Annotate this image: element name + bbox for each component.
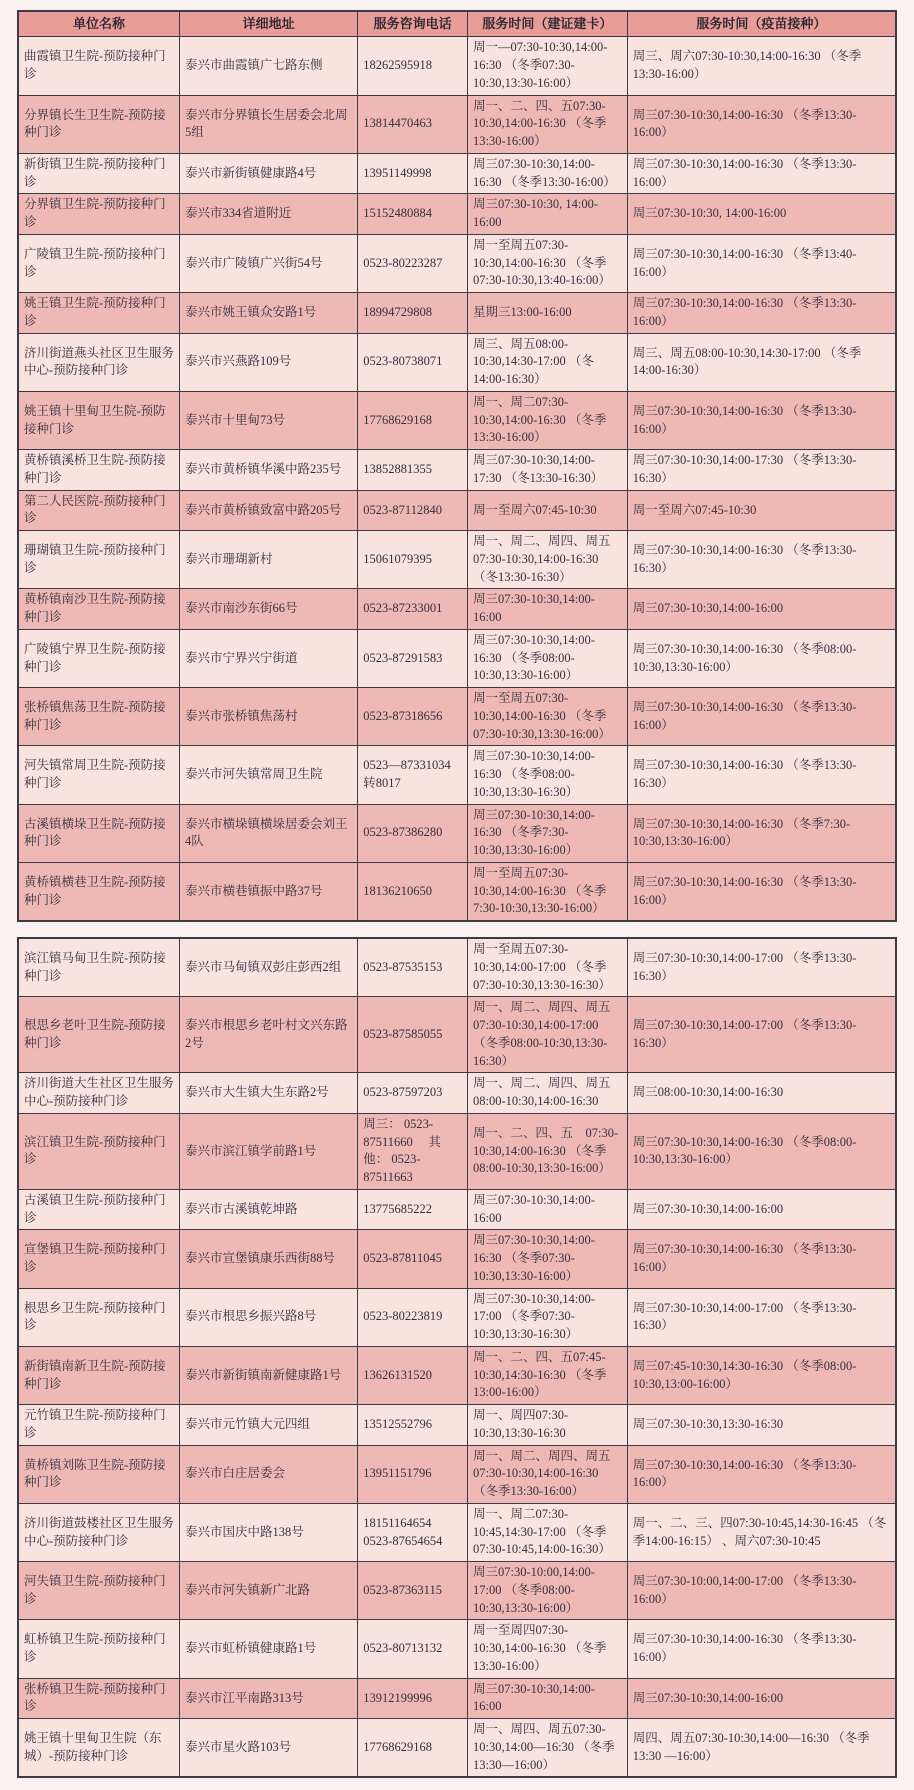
cell-unit-name: 张桥镇焦荡卫生院-预防接种门诊 [18,688,180,746]
cell-phone: 13512552796 [358,1405,468,1446]
table-row [18,1445,896,1503]
cell-address: 泰兴市国庆中路138号 [180,1503,358,1561]
cell-card-hours: 周三07:30-10:30,14:00-16:30 （冬季08:00-10:30,13:30-16:30） [468,746,628,804]
cell-card-hours: 周三07:30-10:30,14:00-16:30 （冬季07:30-10:30,13:30-16:00） [468,1230,628,1288]
table-row [18,1189,896,1230]
cell-card-hours: 周一、周二07:30-10:30,14:00-16:30 （冬季13:30-16:00） [468,391,628,449]
cell-phone: 0523-80223819 [358,1288,468,1346]
cell-unit-name: 滨江镇马甸卫生院-预防接种门诊 [18,938,180,997]
cell-address: 泰兴市滨江镇学前路1号 [180,1113,358,1189]
cell-phone: 0523-87811045 [358,1230,468,1288]
cell-unit-name: 宣堡镇卫生院-预防接种门诊 [18,1230,180,1288]
cell-phone: 13775685222 [358,1189,468,1230]
cell-vaccine-hours: 周三07:30-10:30,14:00-16:00 [627,589,896,630]
table-row [18,490,896,531]
cell-address: 泰兴市黄桥镇致富中路205号 [180,490,358,531]
cell-card-hours: 周三07:30-10:30,14:00-16:30 （冬季08:00-10:30,13:30-16:00） [468,629,628,687]
cell-vaccine-hours: 周三07:30-10:30,14:00-16:30 （冬季08:00-10:30,13:30-16:00） [627,629,896,687]
cell-vaccine-hours: 周三07:30-10:00,14:00-17:00 （冬季13:30-16:00） [627,1562,896,1620]
cell-vaccine-hours: 周三07:30-10:30,14:00-16:30 （冬季13:30-16:00） [627,1445,896,1503]
cell-card-hours: 周三07:30-10:30,14:00-16:30 （冬季13:30-16:00） [468,153,628,194]
cell-card-hours: 周一、周二07:30-10:45,14:30-17:00 （冬季07:30-10:45,14:00-16:30） [468,1503,628,1561]
cell-phone: 13626131520 [358,1346,468,1404]
cell-card-hours: 周三07:30-10:00,14:00-17:00 （冬季08:00-10:30,13:30-16:00） [468,1562,628,1620]
cell-phone: 0523-87291583 [358,629,468,687]
cell-unit-name: 济川街道燕头社区卫生服务中心-预防接种门诊 [18,333,180,391]
cell-vaccine-hours: 周三07:30-10:30,14:00-16:00 [627,1678,896,1719]
table-row [18,938,896,997]
cell-unit-name: 分界镇卫生院-预防接种门诊 [18,194,180,235]
cell-address: 泰兴市黄桥镇华溪中路235号 [180,450,358,491]
clinic-table-part-2-container [17,937,897,1778]
cell-vaccine-hours: 周三07:30-10:30,14:00-16:00 [627,1189,896,1230]
cell-address: 泰兴市十里甸73号 [180,391,358,449]
cell-vaccine-hours: 周三07:30-10:30, 14:00-16:00 [627,194,896,235]
cell-unit-name: 新街镇南新卫生院-预防接种门诊 [18,1346,180,1404]
cell-address: 泰兴市张桥镇焦荡村 [180,688,358,746]
cell-phone: 0523-87233001 [358,589,468,630]
table-row [18,1346,896,1404]
table-row [18,391,896,449]
cell-address: 泰兴市河失镇常周卫生院 [180,746,358,804]
column-header-1: 详细地址 [180,11,358,37]
table-row [18,1719,896,1778]
cell-address: 泰兴市曲霞镇广七路东侧 [180,37,358,95]
cell-card-hours: 周一至周五07:30-10:30,14:00-16:30 （冬季07:30-10:30,13:40-16:00） [468,234,628,292]
cell-card-hours: 周一至周五07:30-10:30,14:00-16:30 （冬季07:30-10:30,13:30-16:00） [468,688,628,746]
cell-address: 泰兴市河失镇新广北路 [180,1562,358,1620]
cell-vaccine-hours: 周三07:30-10:30,14:00-17:00 （冬季13:30-16:30） [627,1288,896,1346]
cell-address: 泰兴市古溪镇乾坤路 [180,1189,358,1230]
cell-card-hours: 周一、周二、周四、周五07:30-10:30,14:00-16:30 （冬13:30-16:30） [468,531,628,589]
cell-address: 泰兴市新街镇南新健康路1号 [180,1346,358,1404]
cell-card-hours: 周一、二、四、五07:30-10:30,14:00-16:30 （冬季13:30-16:00） [468,95,628,153]
cell-unit-name: 广陵镇卫生院-预防接种门诊 [18,234,180,292]
column-header-4: 服务时间（疫苗接种） [627,11,896,37]
cell-phone: 0523-87585055 [358,997,468,1073]
cell-vaccine-hours: 周一、二、三、四07:30-10:45,14:30-16:45 （冬季14:00-16:15） 、周六07:30-10:45 [627,1503,896,1561]
cell-unit-name: 滨江镇卫生院-预防接种门诊 [18,1113,180,1189]
table-row [18,1503,896,1561]
cell-address: 泰兴市星火路103号 [180,1719,358,1778]
table-row [18,1678,896,1719]
cell-phone: 15061079395 [358,531,468,589]
cell-address: 泰兴市马甸镇双彭庄彭西2组 [180,938,358,997]
table-row [18,746,896,804]
cell-address: 泰兴市珊瑚新村 [180,531,358,589]
cell-phone: 18151164654 0523-87654654 [358,1503,468,1561]
cell-unit-name: 曲霞镇卫生院-预防接种门诊 [18,37,180,95]
column-header-2: 服务咨询电话 [358,11,468,37]
cell-card-hours: 周一、周四07:30-10:30,13:30-16:30 [468,1405,628,1446]
table-row [18,194,896,235]
cell-vaccine-hours: 周一至周六07:45-10:30 [627,490,896,531]
cell-card-hours: 周一—07:30-10:30,14:00-16:30 （冬季07:30-10:30,13:30-16:00） [468,37,628,95]
column-header-3: 服务时间（建证建卡） [468,11,628,37]
cell-card-hours: 周三07:30-10:30,14:00-16:30 （冬季7:30-10:30,13:30-16:00） [468,804,628,862]
cell-phone: 0523-87112840 [358,490,468,531]
table-row [18,1620,896,1678]
table-row [18,1073,896,1114]
table-row [18,1288,896,1346]
table-row [18,1113,896,1189]
cell-address: 泰兴市横巷镇振中路37号 [180,862,358,921]
cell-unit-name: 姚王镇十里甸卫生院（东城）-预防接种门诊 [18,1719,180,1778]
cell-address: 泰兴市姚王镇众安路1号 [180,293,358,334]
cell-vaccine-hours: 周三07:30-10:30,14:00-16:30 （冬季13:30-16:00） [627,688,896,746]
header-row [18,11,896,37]
table-row [18,629,896,687]
cell-card-hours: 周一、二、四、五 07:30-10:30,14:00-16:30 （冬季08:00-10:30,13:30-16:00） [468,1113,628,1189]
cell-vaccine-hours: 周三07:30-10:30,14:00-17:00 （冬季13:30-16:30） [627,938,896,997]
cell-unit-name: 姚王镇卫生院-预防接种门诊 [18,293,180,334]
table-row [18,862,896,921]
cell-address: 泰兴市大生镇大生东路2号 [180,1073,358,1114]
cell-unit-name: 分界镇长生卫生院-预防接种门诊 [18,95,180,153]
cell-address: 泰兴市元竹镇大元四组 [180,1405,358,1446]
table-row [18,1230,896,1288]
cell-phone: 17768629168 [358,391,468,449]
cell-unit-name: 珊瑚镇卫生院-预防接种门诊 [18,531,180,589]
cell-vaccine-hours: 周三07:30-10:30,14:00-16:30 （冬季13:30-16:00） [627,391,896,449]
cell-card-hours: 周一至周六07:45-10:30 [468,490,628,531]
cell-unit-name: 虹桥镇卫生院-预防接种门诊 [18,1620,180,1678]
cell-unit-name: 黄桥镇刘陈卫生院-预防接种门诊 [18,1445,180,1503]
cell-card-hours: 周三07:30-10:30,14:00-17:30 （冬13:30-16:30） [468,450,628,491]
cell-card-hours: 周三07:30-10:30, 14:00-16:00 [468,194,628,235]
cell-address: 泰兴市334省道附近 [180,194,358,235]
cell-unit-name: 河失镇卫生院-预防接种门诊 [18,1562,180,1620]
cell-address: 泰兴市广陵镇广兴街54号 [180,234,358,292]
cell-vaccine-hours: 周三07:30-10:30,14:00-16:30 （冬季13:40-16:00） [627,234,896,292]
cell-card-hours: 周三07:30-10:30,14:00-16:00 [468,589,628,630]
cell-card-hours: 星期三13:00-16:00 [468,293,628,334]
cell-card-hours: 周一至周四07:30-10:30,14:00-16:30 （冬季13:30-16:00） [468,1620,628,1678]
cell-address: 泰兴市虹桥镇健康路1号 [180,1620,358,1678]
cell-vaccine-hours: 周三07:30-10:30,14:00-16:30 （冬季13:30-16:00） [627,293,896,334]
cell-address: 泰兴市根思乡振兴路8号 [180,1288,358,1346]
cell-phone: 0523-80713132 [358,1620,468,1678]
cell-unit-name: 张桥镇卫生院-预防接种门诊 [18,1678,180,1719]
cell-phone: 0523-87535153 [358,938,468,997]
cell-phone: 13951151796 [358,1445,468,1503]
cell-vaccine-hours: 周三07:30-10:30,14:00-16:30 （冬季13:30-16:00） [627,153,896,194]
table-row [18,804,896,862]
cell-unit-name: 黄桥镇横巷卫生院-预防接种门诊 [18,862,180,921]
cell-unit-name: 河失镇常周卫生院-预防接种门诊 [18,746,180,804]
cell-unit-name: 黄桥镇南沙卫生院-预防接种门诊 [18,589,180,630]
vaccination-clinics-table-part-2 [17,937,897,1778]
cell-phone: 18262595918 [358,37,468,95]
cell-phone: 0523-80738071 [358,333,468,391]
cell-card-hours: 周三07:30-10:30,14:00-17:00 （冬季07:30-10:30,13:30-16:30） [468,1288,628,1346]
table-row [18,688,896,746]
table-row [18,333,896,391]
cell-unit-name: 古溪镇横垛卫生院-预防接种门诊 [18,804,180,862]
cell-phone: 0523-87597203 [358,1073,468,1114]
cell-unit-name: 广陵镇宁界卫生院-预防接种门诊 [18,629,180,687]
cell-unit-name: 新街镇卫生院-预防接种门诊 [18,153,180,194]
cell-unit-name: 济川街道大生社区卫生服务中心-预防接种门诊 [18,1073,180,1114]
cell-phone: 18994729808 [358,293,468,334]
cell-vaccine-hours: 周三07:30-10:30,14:00-16:30 （冬季13:30-16:30） [627,746,896,804]
cell-unit-name: 第二人民医院-预防接种门诊 [18,490,180,531]
cell-vaccine-hours: 周三07:30-10:30,14:00-16:30 （冬季13:30-16:00） [627,1230,896,1288]
cell-phone: 周三： 0523-87511660 其他： 0523-87511663 [358,1113,468,1189]
table-row [18,37,896,95]
cell-phone: 0523-87386280 [358,804,468,862]
vaccination-clinics-table-part-1 [17,10,897,922]
cell-phone: 0523-87363115 [358,1562,468,1620]
cell-address: 泰兴市宁界兴宁街道 [180,629,358,687]
cell-address: 泰兴市南沙东街66号 [180,589,358,630]
cell-address: 泰兴市横垛镇横垛居委会刘王4队 [180,804,358,862]
cell-phone: 0523-87318656 [358,688,468,746]
cell-card-hours: 周一至周五07:30-10:30,14:00-17:00 （冬季07:30-10:30,13:30-16:30） [468,938,628,997]
cell-vaccine-hours: 周四、周五07:30-10:30,14:00—16:30 （冬季13:30 —16:00） [627,1719,896,1778]
cell-phone: 13852881355 [358,450,468,491]
cell-card-hours: 周一、二、四、五07:45-10:30,14:30-16:30 （冬季13:00-16:00） [468,1346,628,1404]
cell-address: 泰兴市江平南路313号 [180,1678,358,1719]
cell-address: 泰兴市根思乡老叶村文兴东路2号 [180,997,358,1073]
table-row [18,589,896,630]
cell-vaccine-hours: 周三07:30-10:30,14:00-17:30 （冬季13:30-16:30） [627,450,896,491]
cell-address: 泰兴市宣堡镇康乐西街88号 [180,1230,358,1288]
cell-address: 泰兴市新街镇健康路4号 [180,153,358,194]
cell-unit-name: 济川街道鼓楼社区卫生服务中心-预防接种门诊 [18,1503,180,1561]
table-section-gap [17,922,897,937]
table-row [18,1562,896,1620]
cell-phone: 18136210650 [358,862,468,921]
cell-vaccine-hours: 周三07:30-10:30,14:00-17:00 （冬季13:30-16:30） [627,997,896,1073]
column-header-0: 单位名称 [18,11,180,37]
cell-vaccine-hours: 周三、周六07:30-10:30,14:00-16:30 （冬季13:30-16:00） [627,37,896,95]
cell-address: 泰兴市白庄居委会 [180,1445,358,1503]
cell-phone: 13814470463 [358,95,468,153]
cell-vaccine-hours: 周三07:30-10:30,14:00-16:30 （冬季13:30-16:30） [627,531,896,589]
cell-vaccine-hours: 周三、周五08:00-10:30,14:30-17:00 （冬季14:00-16:30） [627,333,896,391]
table-row [18,153,896,194]
table-row [18,293,896,334]
cell-unit-name: 姚王镇十里甸卫生院-预防接种门诊 [18,391,180,449]
cell-unit-name: 古溪镇卫生院-预防接种门诊 [18,1189,180,1230]
cell-card-hours: 周三07:30-10:30,14:00-16:00 [468,1678,628,1719]
cell-vaccine-hours: 周三07:30-10:30,14:00-16:30 （冬季13:30-16:00） [627,862,896,921]
cell-address: 泰兴市分界镇长生居委会北周5组 [180,95,358,153]
cell-phone: 0523-80223287 [358,234,468,292]
table-row [18,997,896,1073]
cell-phone: 13951149998 [358,153,468,194]
cell-phone: 13912199996 [358,1678,468,1719]
table-row [18,234,896,292]
table-row [18,450,896,491]
cell-card-hours: 周一、周二、周四、周五07:30-10:30,14:00-16:30 （冬季13:30-16:00） [468,1445,628,1503]
cell-vaccine-hours: 周三07:30-10:30,14:00-16:30 （冬季13:30-16:00） [627,95,896,153]
table-row [18,1405,896,1446]
cell-card-hours: 周三、周五08:00-10:30,14:30-17:00 （冬14:00-16:30） [468,333,628,391]
cell-vaccine-hours: 周三07:30-10:30,14:00-16:30 （冬季7:30-10:30,13:30-16:00） [627,804,896,862]
cell-vaccine-hours: 周三07:30-10:30,14:00-16:30 （冬季08:00-10:30,13:30-16:00） [627,1113,896,1189]
cell-vaccine-hours: 周三07:45-10:30,14:30-16:30 （冬季08:00-10:30,13:00-16:00） [627,1346,896,1404]
cell-card-hours: 周一、周二、周四、周五07:30-10:30,14:00-17:00 （冬季08:00-10:30,13:30-16:30） [468,997,628,1073]
cell-unit-name: 元竹镇卫生院-预防接种门诊 [18,1405,180,1446]
cell-vaccine-hours: 周三08:00-10:30,14:00-16:30 [627,1073,896,1114]
cell-card-hours: 周一至周五07:30-10:30,14:00-16:30 （冬季7:30-10:30,13:30-16:00） [468,862,628,921]
cell-phone: 17768629168 [358,1719,468,1778]
cell-phone: 0523—87331034转8017 [358,746,468,804]
table-row [18,95,896,153]
cell-unit-name: 根思乡卫生院-预防接种门诊 [18,1288,180,1346]
cell-card-hours: 周一、周二、周四、周五08:00-10:30,14:00-16:30 [468,1073,628,1114]
cell-address: 泰兴市兴燕路109号 [180,333,358,391]
cell-unit-name: 根思乡老叶卫生院-预防接种门诊 [18,997,180,1073]
cell-phone: 15152480884 [358,194,468,235]
cell-vaccine-hours: 周三07:30-10:30,14:00-16:30 （冬季13:30-16:00） [627,1620,896,1678]
clinic-table-part-1-container [17,10,897,922]
cell-card-hours: 周一、周四、周五07:30-10:30,14:00—16:30 （冬季13:30—16:00） [468,1719,628,1778]
cell-unit-name: 黄桥镇溪桥卫生院-预防接种门诊 [18,450,180,491]
cell-card-hours: 周三07:30-10:30,14:00-16:00 [468,1189,628,1230]
table-row [18,531,896,589]
cell-vaccine-hours: 周三07:30-10:30,13:30-16:30 [627,1405,896,1446]
